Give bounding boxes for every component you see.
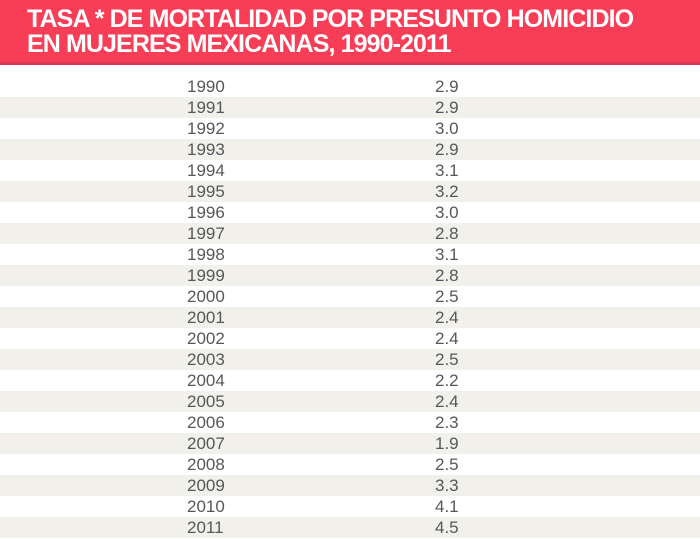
page-title-line1: TASA * DE MORTALIDAD POR PRESUNTO HOMICIDIO xyxy=(27,5,634,33)
year-cell: 1992 xyxy=(187,119,225,138)
mortality-table xyxy=(0,76,700,538)
rate-cell: 4.1 xyxy=(435,497,459,516)
rate-cell: 2.8 xyxy=(435,266,459,285)
table-row xyxy=(0,328,700,349)
year-cell: 2001 xyxy=(187,308,225,327)
rate-cell: 2.8 xyxy=(435,224,459,243)
table-row xyxy=(0,433,700,454)
table-row xyxy=(0,307,700,328)
table-row xyxy=(0,475,700,496)
table-row xyxy=(0,517,700,538)
year-cell: 1990 xyxy=(187,77,225,96)
page-title-line2: EN MUJERES MEXICANAS, 1990-2011 xyxy=(27,30,451,58)
rate-cell: 4.5 xyxy=(435,518,459,537)
table-row xyxy=(0,181,700,202)
year-cell: 1994 xyxy=(187,161,225,180)
table-row xyxy=(0,349,700,370)
table-row xyxy=(0,244,700,265)
table-row xyxy=(0,370,700,391)
table-row xyxy=(0,412,700,433)
table-row xyxy=(0,286,700,307)
table-row xyxy=(0,454,700,475)
rate-cell: 2.3 xyxy=(435,413,459,432)
year-cell: 2007 xyxy=(187,434,225,453)
rate-cell: 2.4 xyxy=(435,392,459,411)
table-row xyxy=(0,139,700,160)
page-title xyxy=(27,7,690,57)
table-row xyxy=(0,496,700,517)
year-cell: 2003 xyxy=(187,350,225,369)
table-row xyxy=(0,160,700,181)
table-row xyxy=(0,202,700,223)
rate-cell: 3.1 xyxy=(435,161,459,180)
rate-cell: 2.9 xyxy=(435,98,459,117)
rate-cell: 3.3 xyxy=(435,476,459,495)
year-cell: 2009 xyxy=(187,476,225,495)
table-row xyxy=(0,76,700,97)
rate-cell: 3.0 xyxy=(435,203,459,222)
rate-cell: 1.9 xyxy=(435,434,459,453)
year-cell: 1996 xyxy=(187,203,225,222)
year-cell: 2011 xyxy=(187,518,224,537)
table-row xyxy=(0,118,700,139)
rate-cell: 2.5 xyxy=(435,287,459,306)
year-cell: 2000 xyxy=(187,287,225,306)
year-cell: 1997 xyxy=(187,224,225,243)
table-row xyxy=(0,97,700,118)
rate-cell: 2.9 xyxy=(435,140,459,159)
year-cell: 1993 xyxy=(187,140,225,159)
rate-cell: 2.2 xyxy=(435,371,459,390)
year-cell: 2004 xyxy=(187,371,225,390)
rate-cell: 3.1 xyxy=(435,245,459,264)
year-cell: 1998 xyxy=(187,245,225,264)
rate-cell: 3.0 xyxy=(435,119,459,138)
title-banner xyxy=(0,0,700,65)
year-cell: 2005 xyxy=(187,392,225,411)
rate-cell: 2.9 xyxy=(435,77,459,96)
rate-cell: 2.5 xyxy=(435,455,459,474)
rate-cell: 2.4 xyxy=(435,329,459,348)
year-cell: 2006 xyxy=(187,413,225,432)
year-cell: 2010 xyxy=(187,497,225,516)
table-row xyxy=(0,223,700,244)
table-row xyxy=(0,265,700,286)
rate-cell: 2.5 xyxy=(435,350,459,369)
rate-cell: 2.4 xyxy=(435,308,459,327)
year-cell: 1991 xyxy=(187,98,225,117)
table-row xyxy=(0,391,700,412)
year-cell: 1995 xyxy=(187,182,225,201)
year-cell: 2008 xyxy=(187,455,225,474)
year-cell: 2002 xyxy=(187,329,225,348)
year-cell: 1999 xyxy=(187,266,225,285)
rate-cell: 3.2 xyxy=(435,182,459,201)
